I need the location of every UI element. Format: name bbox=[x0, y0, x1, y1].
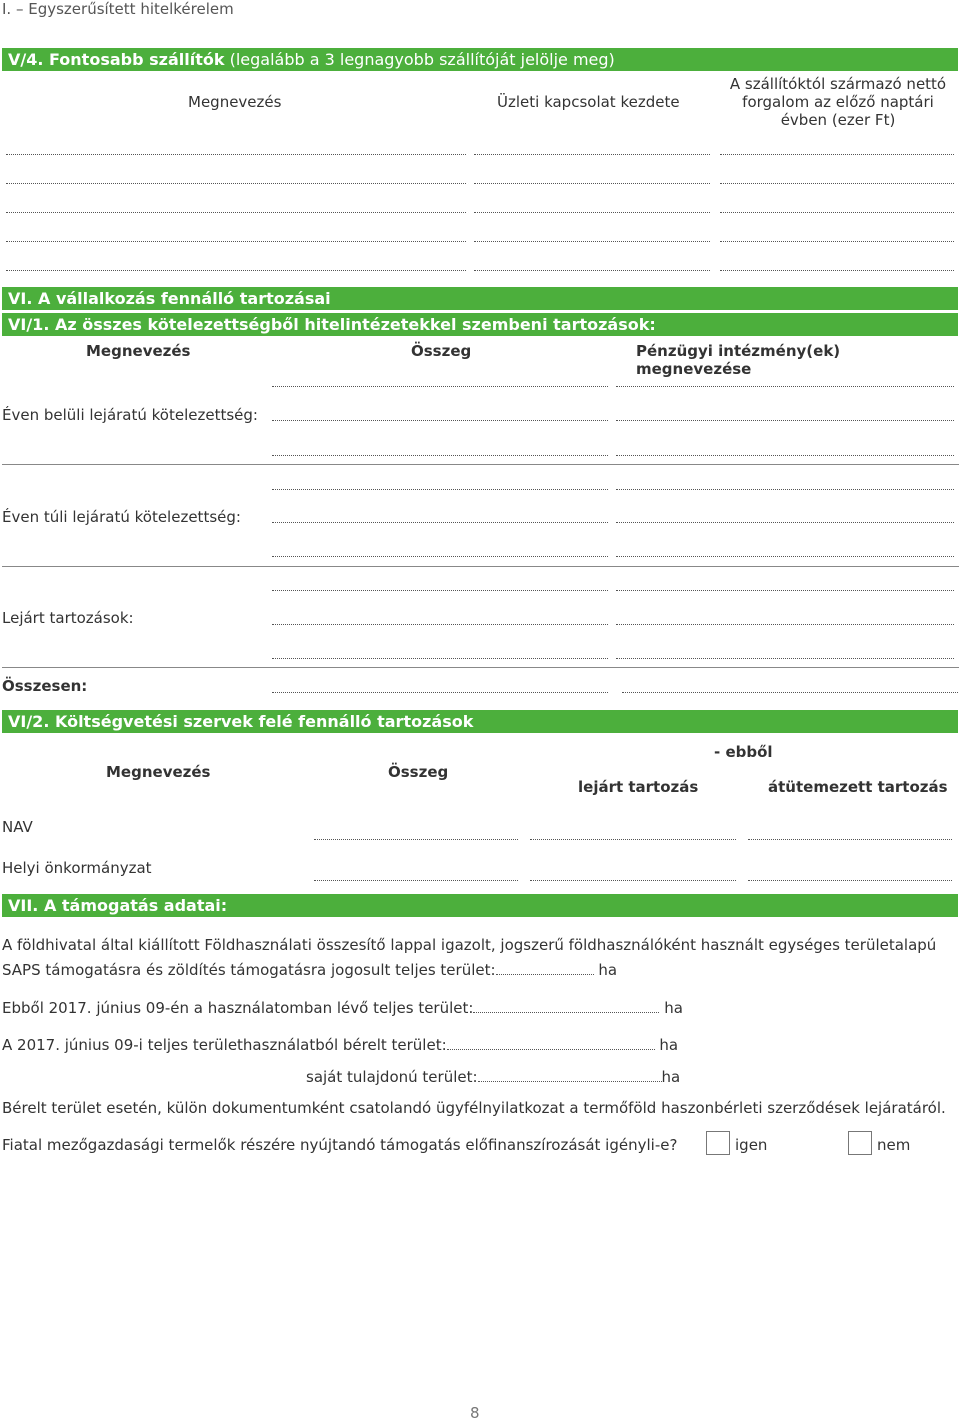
page-number: 8 bbox=[470, 1404, 480, 1422]
v4-row2-turnover-field[interactable] bbox=[720, 173, 954, 184]
vi1-col-name: Megnevezés bbox=[86, 342, 191, 360]
vii-paragraph-6: Fiatal mezőgazdasági termelők részére nyújtandó támogatás előfinanszírozását igényli-e? bbox=[2, 1136, 678, 1154]
section-v4-subtitle: (legalább a 3 legnagyobb szállítóját jelölje meg) bbox=[229, 50, 615, 69]
vi2-row-local-label: Helyi önkormányzat bbox=[2, 859, 152, 877]
v4-row4-turnover-field[interactable] bbox=[720, 231, 954, 242]
section-vi-title: VI. A vállalkozás fennálló tartozásai bbox=[8, 289, 331, 308]
vi1-row-total-label: Összesen: bbox=[2, 677, 88, 695]
divider bbox=[2, 566, 959, 567]
section-vii-title: VII. A támogatás adatai: bbox=[8, 896, 228, 915]
section-vi1-bar bbox=[2, 313, 958, 336]
vi2-nav-rescheduled[interactable] bbox=[748, 829, 952, 840]
divider bbox=[2, 667, 959, 668]
vi2-nav-overdue[interactable] bbox=[530, 829, 736, 840]
v4-row2-name-field[interactable] bbox=[6, 173, 466, 184]
vii-paragraph-2: Ebből 2017. június 09-én a használatomban lévő teljes terület: ha bbox=[2, 999, 683, 1017]
vi1-short-inst-2[interactable] bbox=[616, 410, 954, 421]
vi1-short-inst-1[interactable] bbox=[616, 376, 954, 387]
vii-paragraph-1 bbox=[2, 933, 958, 983]
vi1-overdue-amount-1[interactable] bbox=[272, 580, 608, 591]
vi1-long-inst-2[interactable] bbox=[616, 512, 954, 523]
v4-row1-turnover-field[interactable] bbox=[720, 144, 954, 155]
vi1-overdue-inst-1[interactable] bbox=[616, 580, 954, 591]
v4-row1-start-field[interactable] bbox=[474, 144, 710, 155]
v4-row3-name-field[interactable] bbox=[6, 202, 466, 213]
v4-row5-start-field[interactable] bbox=[474, 260, 710, 271]
section-v4-bar bbox=[2, 48, 958, 71]
vi1-overdue-inst-3[interactable] bbox=[616, 648, 954, 659]
vi2-col-name: Megnevezés bbox=[106, 763, 211, 781]
v4-row5-turnover-field[interactable] bbox=[720, 260, 954, 271]
vi2-col-rescheduled: átütemezett tartozás bbox=[768, 778, 948, 796]
yes-checkbox[interactable] bbox=[706, 1131, 730, 1155]
v4-row5-name-field[interactable] bbox=[6, 260, 466, 271]
vi1-short-amount-1[interactable] bbox=[272, 376, 608, 387]
section-vi2-bar bbox=[2, 710, 958, 733]
vi1-overdue-amount-2[interactable] bbox=[272, 614, 608, 625]
v4-row1-name-field[interactable] bbox=[6, 144, 466, 155]
vi1-total-inst[interactable] bbox=[622, 682, 958, 693]
section-v4-title: V/4. Fontosabb szállítók bbox=[8, 50, 225, 69]
vi2-col-overdue: lejárt tartozás bbox=[578, 778, 699, 796]
vi1-long-amount-3[interactable] bbox=[272, 546, 608, 557]
vi1-short-amount-2[interactable] bbox=[272, 410, 608, 421]
vi1-long-amount-2[interactable] bbox=[272, 512, 608, 523]
vi1-col-institution: Pénzügyi intézmény(ek) megnevezése bbox=[636, 342, 841, 378]
vii-p1-line1: A földhivatal által kiállított Földhasználati összesítő lappal igazolt, jogszerű földhasználóként használt egységes területalapú bbox=[2, 936, 937, 954]
v4-row2-start-field[interactable] bbox=[474, 173, 710, 184]
vi1-total-amount[interactable] bbox=[272, 682, 608, 693]
vi2-nav-amount[interactable] bbox=[314, 829, 518, 840]
vi1-row-short-label: Éven belüli lejáratú kötelezettség: bbox=[2, 406, 258, 424]
vi1-long-amount-1[interactable] bbox=[272, 479, 608, 490]
vi2-local-amount[interactable] bbox=[314, 870, 518, 881]
vi2-col-of-which: - ebből bbox=[714, 743, 773, 761]
vi1-long-inst-1[interactable] bbox=[616, 479, 954, 490]
vii-paragraph-4: saját tulajdonú terület: ha bbox=[306, 1068, 681, 1086]
v4-row4-name-field[interactable] bbox=[6, 231, 466, 242]
vi2-col-amount: Összeg bbox=[388, 763, 449, 781]
vii-paragraph-5: Bérelt terület esetén, külön dokumentumként csatolandó ügyfélnyilatkozat a termőföld haszonbérleti szerződések lejáratáról. bbox=[2, 1099, 946, 1117]
vii-used-area-field[interactable] bbox=[473, 1000, 659, 1013]
vi2-local-overdue[interactable] bbox=[530, 870, 736, 881]
page-header: I. – Egyszerűsített hitelkérelem bbox=[2, 0, 234, 18]
vi1-overdue-amount-3[interactable] bbox=[272, 648, 608, 659]
vi1-row-long-label: Éven túli lejáratú kötelezettség: bbox=[2, 508, 241, 526]
vi1-long-inst-3[interactable] bbox=[616, 546, 954, 557]
section-vi-bar bbox=[2, 287, 958, 310]
vi1-row-overdue-label: Lejárt tartozások: bbox=[2, 609, 134, 627]
vii-paragraph-3: A 2017. június 09-i teljes területhasználatból bérelt terület: ha bbox=[2, 1036, 679, 1054]
v4-col-name: Megnevezés bbox=[188, 93, 282, 111]
v4-row4-start-field[interactable] bbox=[474, 231, 710, 242]
section-vii-bar bbox=[2, 894, 958, 917]
vii-total-area-field[interactable] bbox=[496, 962, 594, 975]
v4-col-turnover: A szállítóktól származó nettó forgalom az előző naptári évben (ezer Ft) bbox=[729, 75, 947, 129]
vii-leased-area-field[interactable] bbox=[447, 1037, 655, 1050]
no-checkbox[interactable] bbox=[848, 1131, 872, 1155]
vii-owned-area-field[interactable] bbox=[478, 1069, 662, 1082]
vi1-col-amount: Összeg bbox=[411, 342, 472, 360]
v4-row3-start-field[interactable] bbox=[474, 202, 710, 213]
divider bbox=[2, 464, 959, 465]
vi1-short-amount-3[interactable] bbox=[272, 445, 608, 456]
v4-col-start: Üzleti kapcsolat kezdete bbox=[497, 93, 680, 111]
no-label: nem bbox=[877, 1136, 911, 1154]
vi1-overdue-inst-2[interactable] bbox=[616, 614, 954, 625]
section-vi1-title: VI/1. Az összes kötelezettségből hitelintézetekkel szembeni tartozások: bbox=[8, 315, 656, 334]
yes-label: igen bbox=[735, 1136, 768, 1154]
vii-p1-line2: SAPS támogatásra és zöldítés támogatásra jogosult teljes terület: ha bbox=[2, 961, 618, 979]
section-vi2-title: VI/2. Költségvetési szervek felé fennálló tartozások bbox=[8, 712, 474, 731]
vi1-short-inst-3[interactable] bbox=[616, 445, 954, 456]
vi2-row-nav-label: NAV bbox=[2, 818, 33, 836]
vi2-local-rescheduled[interactable] bbox=[748, 870, 952, 881]
v4-row3-turnover-field[interactable] bbox=[720, 202, 954, 213]
